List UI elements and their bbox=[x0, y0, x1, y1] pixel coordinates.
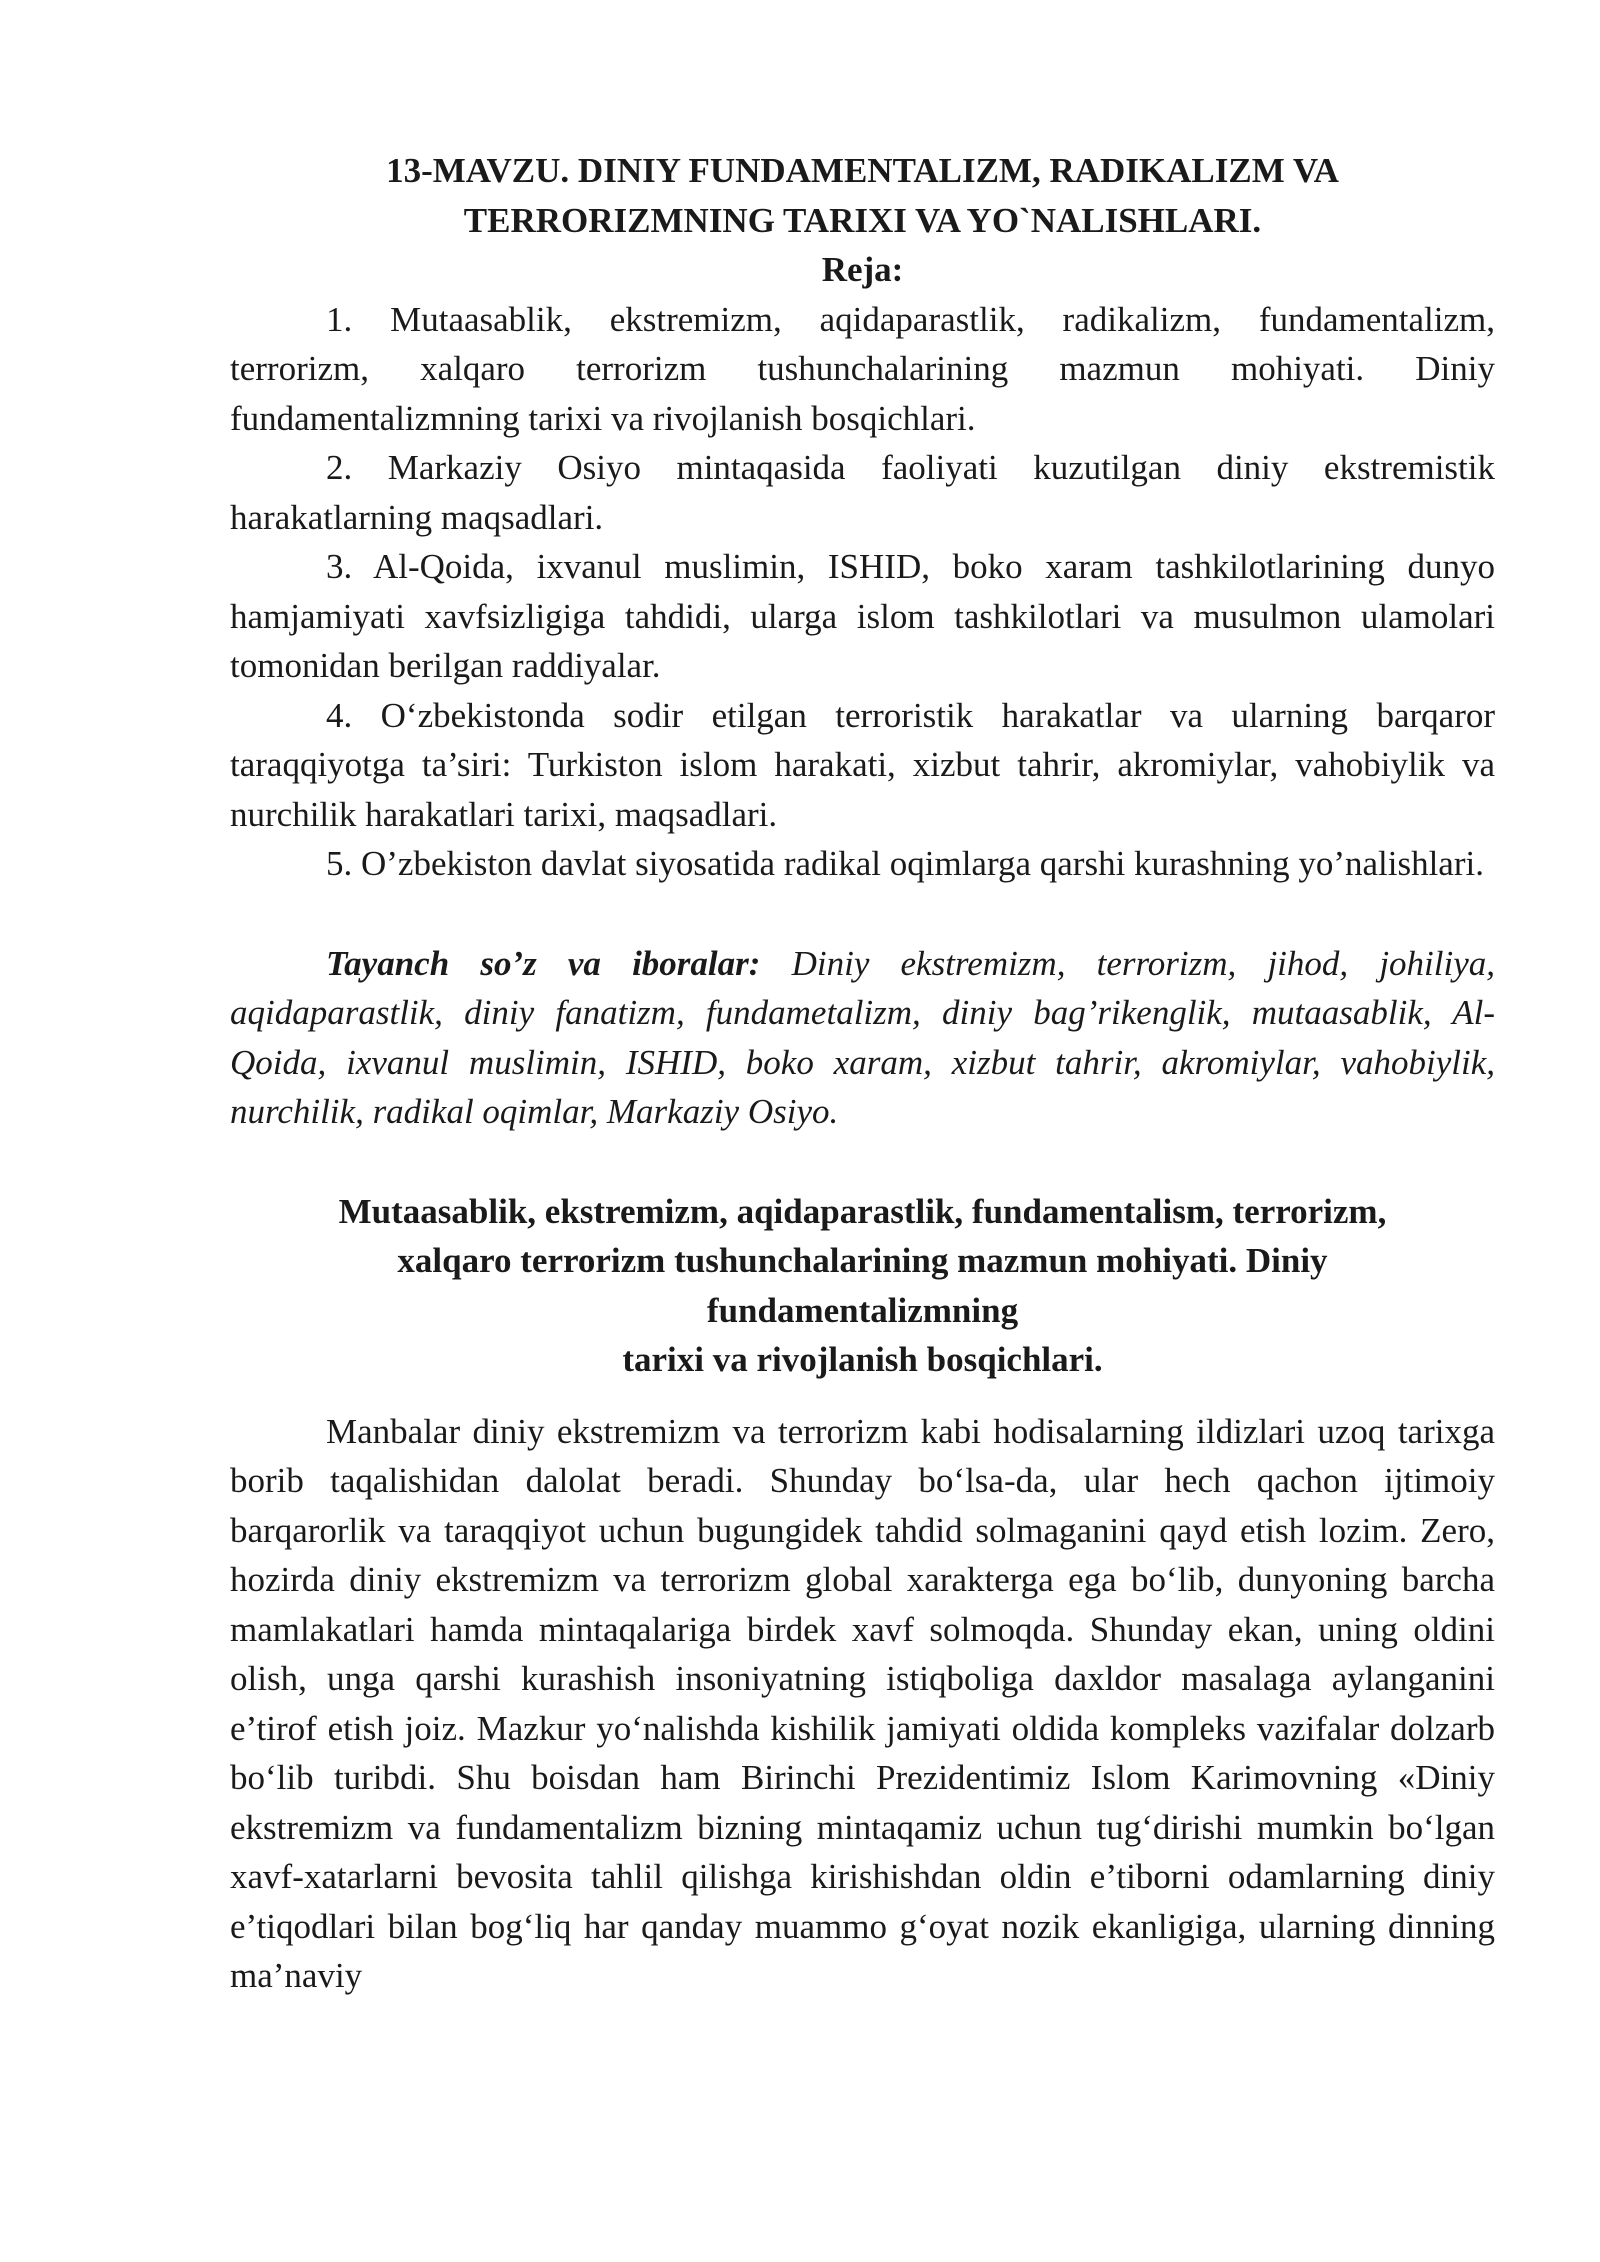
section-heading-line-4: tarixi va rivojlanish bosqichlari. bbox=[622, 1340, 1103, 1379]
section-heading-line-2: xalqaro terrorizm tushunchalarining mazmun mohiyati. Diniy bbox=[397, 1241, 1328, 1280]
plan-item-3: 3. Al-Qoida, ixvanul muslimin, ISHID, boko xaram tashkilotlarining dunyo hamjamiyati xavfsizligiga tahdidi, ularga islom tashkilotlari va musulmon ulamolari tomonidan berilgan raddiyalar. bbox=[230, 547, 1495, 685]
keywords-text: Diniy ekstremizm, terrorizm, jihod, johiliya, aqidaparastlik, diniy fanatizm, fundametalizm, diniy bag’rikenglik, mutaasablik, Al-Qoida, ixvanul muslimin, ISHID, boko xaram, xizbut tahrir, akromiylar, vahobiylik, nurchilik, radikal oqimlar, Markaziy Osiyo. bbox=[230, 943, 1495, 1131]
section-heading-line-3: fundamentalizmning bbox=[706, 1290, 1019, 1330]
plan-item-2: 2. Markaziy Osiyo mintaqasida faoliyati kuzutilgan diniy ekstremistik harakatlarning maqsadlari. bbox=[230, 448, 1495, 537]
keywords-label: Tayanch so’z va iboralar: bbox=[326, 943, 761, 983]
section-heading bbox=[230, 1187, 1495, 1385]
document-page bbox=[230, 146, 1495, 2036]
title-line-1: 13-MAVZU. DINIY FUNDAMENTALIZM, RADIKALIZM VA bbox=[386, 151, 1339, 190]
plan-item-5: 5. O’zbekiston davlat siyosatida radikal oqimlarga qarshi kurashning yo’nalishlari. bbox=[326, 844, 1484, 883]
plan-list bbox=[230, 295, 1495, 889]
plan-item-1: 1. Mutaasablik, ekstremizm, aqidaparastlik, radikalizm, fundamentalizm, terrorizm, xalqaro terrorizm tushunchalarining mazmun mohiyati. Diniy fundamentalizmning tarixi va rivojlanish bosqichlari. bbox=[230, 299, 1495, 438]
keywords-paragraph bbox=[230, 939, 1495, 1137]
document-title bbox=[230, 146, 1495, 245]
section-heading-line-1: Mutaasablik, ekstremizm, aqidaparastlik, fundamentalism, terrorizm, bbox=[338, 1191, 1387, 1231]
plan-item-4: 4. O‘zbekistonda sodir etilgan terroristik harakatlar va ularning barqaror taraqqiyotga ta’siri: Turkiston islom harakati, xizbut tahrir, akromiylar, vahobiylik va nurchilik harakatlari tarixi, maqsadlari. bbox=[230, 695, 1495, 834]
plan-heading: Reja: bbox=[821, 250, 904, 289]
body-paragraph: Manbalar diniy ekstremizm va terrorizm kabi hodisalarning ildizlari uzoq tarixga borib taqalishidan dalolat beradi. Shunday bo‘lsa-da, ular hech qachon ijtimoiy barqarorlik va taraqqiyot uchun bugungidek tahdid solmaganini qayd etish lozim. Zero, hozirda diniy ekstremizm va terrorizm global xarakterga ega bo‘lib, dunyoning barcha mamlakatlari hamda mintaqalariga birdek xavf solmoqda. Shunday ekan, uning oldini olish, unga qarshi kurashish insoniyatning istiqboliga daxldor masalaga aylanganini e’tirof etish joiz. Mazkur yo‘nalishda kishilik jamiyati oldida kompleks vazifalar dolzarb bo‘lib turibdi. Shu boisdan ham Birinchi Prezidentimiz Islom Karimovning «Diniy ekstremizm va fundamentalizm bizning mintaqamiz uchun tug‘dirishi mumkin bo‘lgan xavf-xatarlarni bevosita tahlil qilishga kirishishdan oldin e’tiborni odamlarning diniy e’tiqodlari bilan bog‘liq har qanday muammo g‘oyat nozik ekanligiga, ularning dinning ma’naviy bbox=[230, 1411, 1495, 1995]
title-line-2: TERRORIZMNING TARIXI VA YO`NALISHLARI. bbox=[463, 200, 1262, 240]
